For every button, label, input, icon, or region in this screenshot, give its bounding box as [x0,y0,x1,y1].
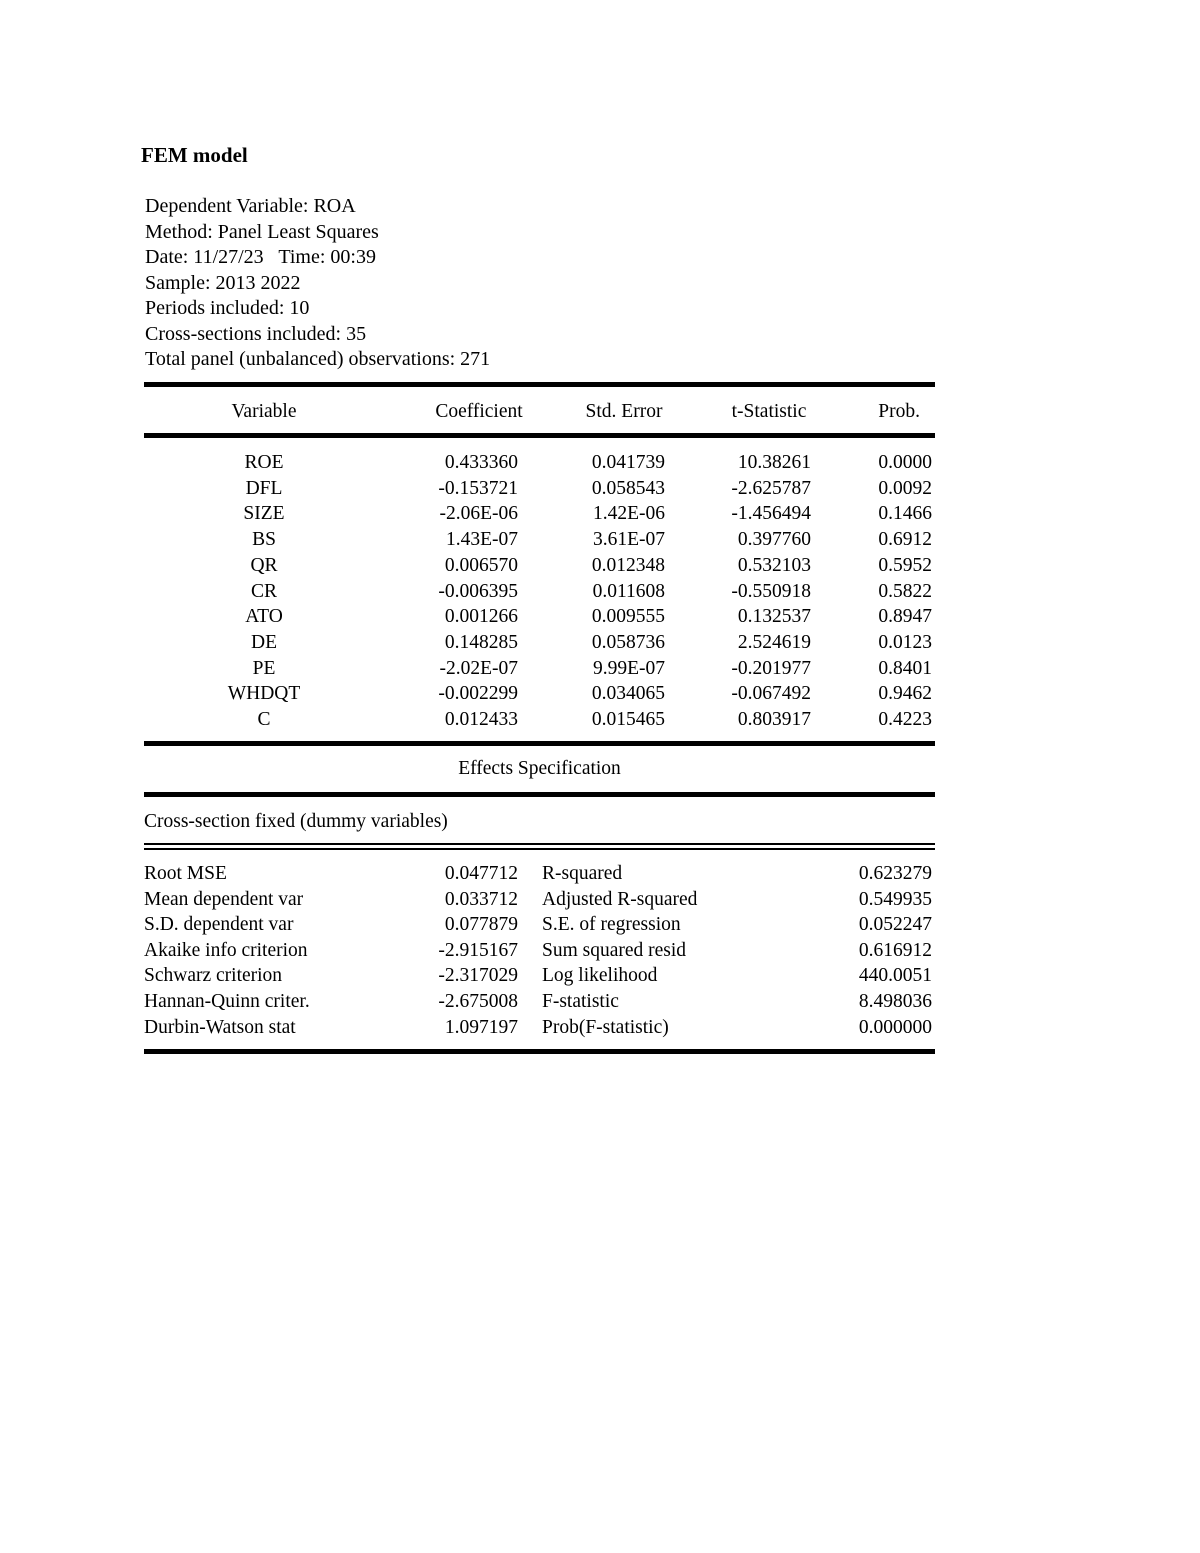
header-coefficient: Coefficient [435,401,523,422]
prob-value: 0.6912 [878,529,932,551]
header-t-statistic: t-Statistic [731,401,807,422]
coefficient-value: 0.148285 [444,631,518,653]
stats-double-rule-top [144,843,935,845]
variable-name: C [257,709,271,730]
stat-value: 0.623279 [858,863,932,884]
coefficient-value: -0.153721 [438,477,518,499]
prob-value: 0.4223 [878,709,932,730]
stat-value: -2.915167 [438,939,518,961]
table-bottom-rule [144,741,935,746]
variable-name: PE [252,657,276,679]
info-line: Periods included: 10 [145,297,310,319]
t-statistic-value: 2.524619 [737,631,811,653]
table-top-rule [144,382,935,387]
stat-label: Sum squared resid [542,939,687,961]
stat-label: F-statistic [542,991,619,1012]
header-prob: Prob. [878,401,920,422]
effects-spec: Cross-section fixed (dummy variables) [144,811,448,832]
info-line: Method: Panel Least Squares [145,220,379,243]
t-statistic-value: 10.38261 [737,452,811,473]
table-header-row [144,399,935,425]
t-statistic-value: 0.803917 [737,709,811,730]
stat-value: 0.549935 [858,888,932,910]
info-line: Cross-sections included: 35 [145,322,367,345]
info-line: Date: 11/27/23 Time: 00:39 [145,246,376,268]
std-error-value: 1.42E-06 [592,503,665,525]
stat-label: Durbin-Watson stat [144,1016,296,1038]
table-row [144,630,935,656]
t-statistic-value: 0.132537 [737,606,811,628]
table-row [144,656,935,682]
coefficient-value: -2.02E-07 [439,657,518,679]
t-statistic-value: 0.397760 [737,529,811,551]
prob-value: 0.0000 [878,452,932,473]
variable-name: BS [252,529,276,551]
coefficient-value: 0.001266 [444,606,518,628]
coefficient-value: -0.002299 [438,683,518,705]
stat-label: Schwarz criterion [144,965,283,987]
table-row [144,476,935,502]
stat-label: Mean dependent var [144,888,304,910]
header-std-error: Std. Error [585,401,663,422]
prob-value: 0.0123 [878,631,932,653]
prob-value: 0.8401 [878,657,932,679]
info-line: Total panel (unbalanced) observations: 271 [145,348,491,370]
stats-double-rule-bottom [144,848,935,850]
std-error-value: 9.99E-07 [592,657,665,679]
stat-label: Adjusted R-squared [542,888,698,910]
stat-label: S.D. dependent var [144,914,294,936]
variable-name: ROE [244,452,284,473]
stat-label: Root MSE [144,863,227,884]
stats-row [144,963,935,989]
stat-value: 8.498036 [858,991,932,1012]
page-title: FEM model [141,143,248,167]
table-row [144,450,935,476]
prob-value: 0.8947 [878,606,932,628]
stat-value: 0.052247 [858,914,932,936]
std-error-value: 0.011608 [592,580,665,602]
stat-label: R-squared [542,863,623,884]
stat-value: -2.317029 [438,965,518,987]
prob-value: 0.5952 [878,554,932,576]
coefficient-value: 0.006570 [444,554,518,576]
table-row [144,527,935,553]
t-statistic-value: -0.201977 [731,657,811,679]
stat-value: 0.000000 [858,1016,932,1038]
coefficient-value: -0.006395 [438,580,518,602]
stat-value: 0.077879 [444,914,518,936]
stat-label: Log likelihood [542,965,658,987]
variable-name: CR [250,580,277,602]
stat-value: 0.033712 [444,888,518,910]
variable-name: QR [250,554,278,576]
stats-row [144,861,935,887]
effects-rule [144,792,935,797]
header-variable: Variable [231,401,297,422]
stat-value: 0.047712 [444,863,518,884]
t-statistic-value: -0.067492 [731,683,811,705]
table-row [144,501,935,527]
std-error-value: 0.015465 [591,709,665,730]
table-row [144,604,935,630]
stats-row [144,912,935,938]
stat-label: S.E. of regression [542,914,681,936]
info-line: Sample: 2013 2022 [145,271,301,294]
prob-value: 0.1466 [878,503,932,525]
t-statistic-value: 0.532103 [737,554,811,576]
table-row [144,681,935,707]
t-statistic-value: -1.456494 [731,503,811,525]
coefficient-value: 0.433360 [444,452,518,473]
effects-heading: Effects Specification [458,758,621,779]
std-error-value: 0.009555 [591,606,665,628]
stats-row [144,938,935,964]
table-row [144,553,935,579]
info-line: Dependent Variable: ROA [145,195,356,217]
stat-value: 1.097197 [444,1016,518,1038]
prob-value: 0.5822 [878,580,932,602]
std-error-value: 0.012348 [591,554,665,576]
table-row [144,579,935,605]
stats-row [144,989,935,1015]
variable-name: DE [251,631,277,653]
std-error-value: 0.041739 [591,452,665,473]
prob-value: 0.9462 [878,683,932,705]
variable-name: SIZE [243,503,285,525]
coefficient-value: 0.012433 [444,709,518,730]
std-error-value: 0.034065 [591,683,665,705]
table-row [144,707,935,733]
t-statistic-value: -0.550918 [731,580,811,602]
stat-label: Akaike info criterion [144,939,308,961]
variable-name: DFL [245,477,283,499]
regression-info [145,194,490,373]
prob-value: 0.0092 [878,477,932,499]
stats-bottom-rule [144,1049,935,1054]
variable-name: WHDQT [227,683,301,705]
coefficient-value: 1.43E-07 [445,529,518,551]
variable-name: ATO [245,606,283,628]
stat-value: 0.616912 [858,939,932,961]
stat-label: Hannan-Quinn criter. [144,991,310,1012]
stat-value: -2.675008 [438,991,518,1012]
coefficient-value: -2.06E-06 [439,503,518,525]
stat-value: 440.0051 [858,965,932,987]
stat-label: Prob(F-statistic) [542,1016,669,1038]
stats-row [144,887,935,913]
t-statistic-value: -2.625787 [731,477,811,499]
std-error-value: 0.058543 [591,477,665,499]
header-bottom-rule [144,433,935,438]
stats-row [144,1015,935,1041]
std-error-value: 0.058736 [591,631,665,653]
std-error-value: 3.61E-07 [592,529,665,551]
